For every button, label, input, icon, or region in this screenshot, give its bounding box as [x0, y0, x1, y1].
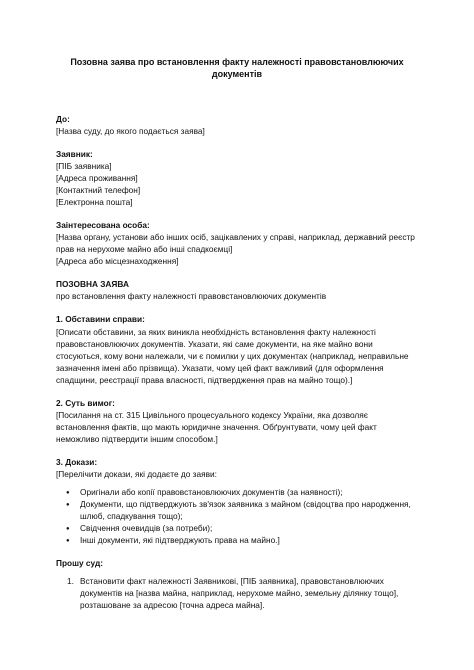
section-evidence — [56, 456, 418, 546]
evidence-list — [56, 486, 418, 546]
applicant-name: [ПІБ заявника] — [56, 161, 112, 172]
applicant-phone: [Контактний телефон] — [56, 185, 141, 196]
list-item-text: Встановити факт належності Заявникові, [ПІБ заявника], правовстановлюючих документів на [назва майна, наприклад, нерухоме майно, земельну ділянку тощо], розташоване за адресою [точна адреса майна]. — [80, 575, 399, 610]
claim-heading: ПОЗОВНА ЗАЯВА — [56, 279, 129, 290]
interested-party-address: [Адреса або місцезнаходження] — [56, 256, 179, 267]
list-item: ● Оригінали або копії правовстановлюючих документів (за наявності); — [80, 486, 418, 498]
claim-header — [56, 278, 418, 302]
applicant-section — [56, 148, 418, 208]
document-title: Позовна заява про встановлення факту належності правовстановлюючих документів — [70, 57, 404, 80]
list-item: ● Інші документи, які підтверджують права на майно.] — [80, 534, 418, 546]
claim-subtitle: про встановлення факту належності правовстановлюючих документів — [56, 291, 327, 302]
interested-party-heading: Заінтересована особа: — [56, 220, 150, 231]
applicant-email: [Електронна пошта] — [56, 197, 133, 208]
interested-party-section — [56, 219, 418, 267]
list-number: 1. — [67, 575, 74, 586]
section-evidence-intro: [Перелічити докази, які додаєте до заяви: — [56, 468, 217, 479]
request-heading: Прошу суд: — [56, 557, 103, 568]
section-claims-heading: 2. Суть вимог: — [56, 397, 115, 408]
section-evidence-heading: 3. Докази: — [56, 456, 98, 467]
to-heading: До: — [56, 114, 70, 125]
request-list — [56, 575, 418, 611]
list-item: ● Свідчення очевидців (за потреби); — [80, 522, 418, 534]
section-circumstances-heading: 1. Обставини справи: — [56, 314, 145, 325]
interested-party-name: [Назва органу, установи або інших осіб, зацікавлених у справі, наприклад, державний реєстр прав на нерухоме майно або інші спадкоємці] — [56, 232, 415, 255]
court-name: [Назва суду, до якого подається заява] — [56, 126, 205, 137]
applicant-address: [Адреса проживання] — [56, 173, 138, 184]
request-section — [56, 557, 418, 611]
list-item — [67, 575, 418, 611]
section-claims-text: [Посилання на ст. 315 Цивільного процесуального кодексу України, яка дозволяє встановлення фактів, що мають юридичне значення. Обґрунтувати, чому цей факт неможливо підтвердити іншим способом.] — [56, 409, 377, 444]
to-section — [56, 113, 418, 137]
applicant-heading: Заявник: — [56, 149, 93, 160]
section-claims — [56, 397, 418, 445]
section-circumstances-text: [Описати обставини, за яких виникла необхідність встановлення факту належності правовстановлюючих документів. Указати, які саме документи, на яке майно вони стосуються, кому вони належали, чи є помилки у цих документах (наприклад, неправильне зазначення імені або прізвища). Указати, чому цей факт важливий (для оформлення спадщини, реєстрації права власності, підтвердження прав на майно тощо).] — [56, 326, 409, 385]
section-circumstances — [56, 313, 418, 385]
list-item: ● Документи, що підтверджують зв'язок заявника з майном (свідоцтва про народження, шлюб, спадкування тощо); — [80, 498, 418, 522]
